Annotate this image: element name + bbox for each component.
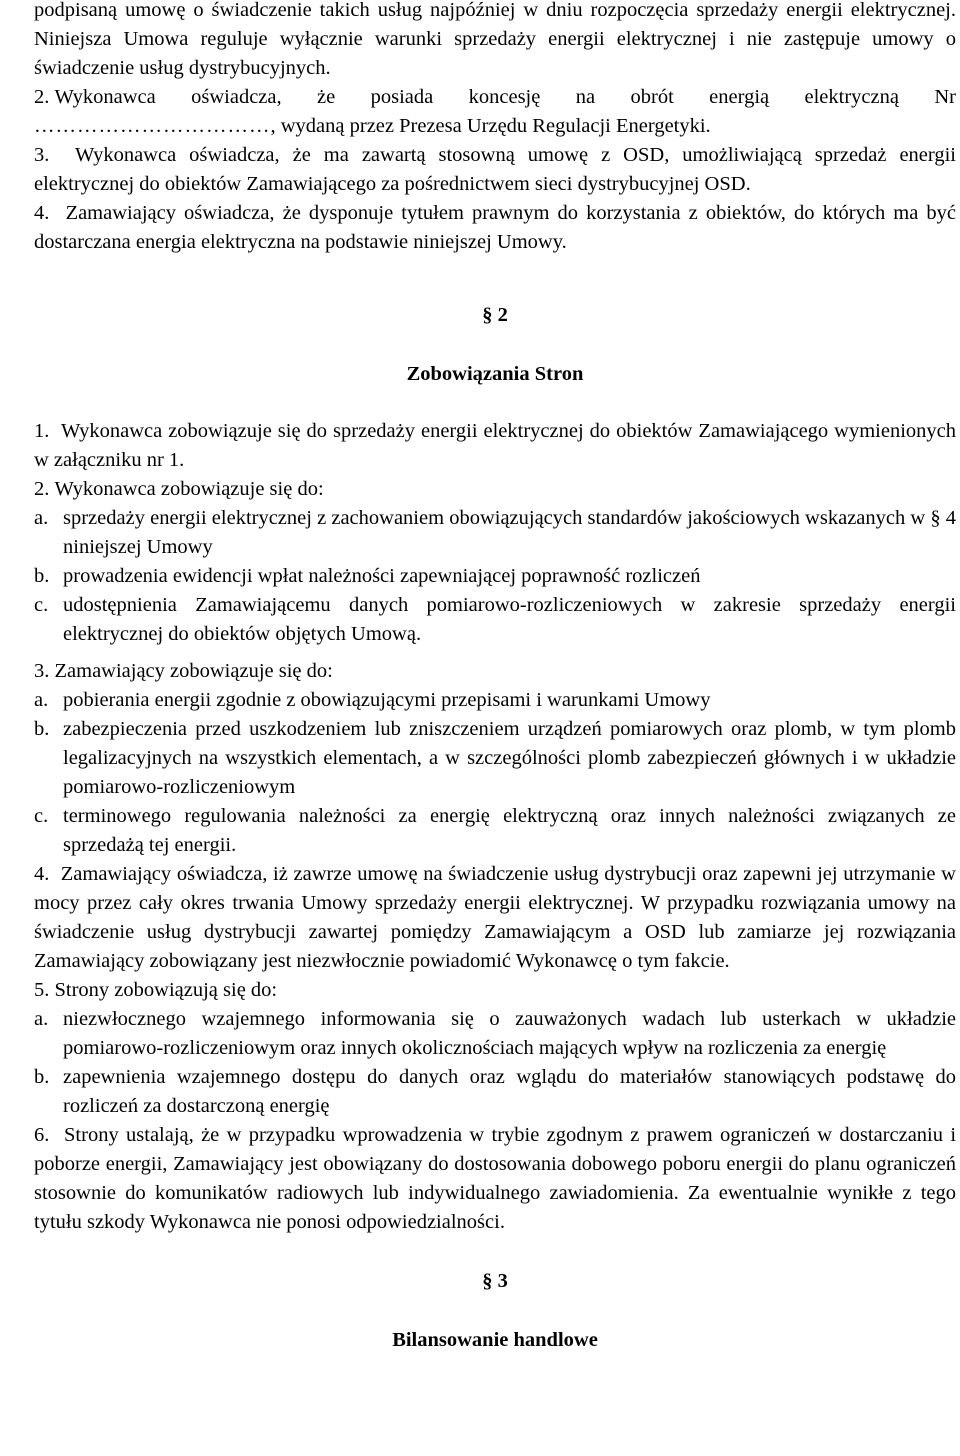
clause-number: 4. bbox=[34, 202, 58, 224]
clause-2 bbox=[34, 83, 956, 112]
s2-item-3-sub-b bbox=[34, 715, 956, 802]
section-sign-2: § 2 bbox=[482, 304, 508, 326]
item-number: 2. bbox=[34, 478, 55, 500]
s2-item-5-sub-b bbox=[34, 1063, 956, 1121]
s2-item-5-sub-a bbox=[34, 1005, 956, 1063]
s2-item-3-sub-a bbox=[34, 686, 956, 715]
sub-letter: a. bbox=[34, 1008, 49, 1030]
item-text: Strony zobowiązują się do: bbox=[54, 979, 278, 1001]
clause-3 bbox=[34, 141, 956, 199]
item-text: Wykonawca zobowiązuje się do: bbox=[54, 478, 324, 500]
clause-text-a: Wykonawca oświadcza, że posiada koncesję na obrót energią elektryczną Nr bbox=[54, 86, 956, 108]
s2-item-4 bbox=[34, 860, 956, 976]
item-text: Zamawiający oświadcza, że dysponuje tytułem prawnym do korzystania z obiektów, do których ma być dostarczana energia elektryczna na podstawie niniejszej Umowy. bbox=[34, 202, 957, 253]
item-number: 3. bbox=[34, 660, 55, 682]
sub-text: pobierania energii zgodnie z obowiązującymi przepisami i warunkami Umowy bbox=[63, 689, 711, 711]
sub-letter: b. bbox=[34, 1066, 50, 1088]
s2-item-3 bbox=[34, 657, 956, 686]
sub-text: udostępnienia Zamawiającemu danych pomiarowo-rozliczeniowych w zakresie sprzedaży energii elektrycznej do obiektów objętych Umową. bbox=[63, 594, 956, 645]
s2-item-2-sub-a bbox=[34, 504, 956, 562]
item-text: Wykonawca zobowiązuje się do sprzedaży energii elektrycznej do obiektów Zamawiającego wymienionych w załączniku nr 1. bbox=[34, 420, 957, 471]
sub-letter: c. bbox=[34, 805, 49, 827]
clause-number: 2. bbox=[34, 86, 55, 108]
clause-text-b: , wydaną przez Prezesa Urzędu Regulacji Energetyki. bbox=[270, 115, 711, 137]
s2-item-2 bbox=[34, 475, 956, 504]
item-number: 6. bbox=[34, 1124, 57, 1146]
sub-letter: c. bbox=[34, 594, 49, 616]
sub-letter: a. bbox=[34, 689, 49, 711]
sub-text: sprzedaży energii elektrycznej z zachowaniem obowiązujących standardów jakościowych wskazanych w § 4 niniejszej Umowy bbox=[63, 507, 956, 558]
item-text: Zamawiający oświadcza, iż zawrze umowę na świadczenie usług dystrybucji oraz zapewni jej utrzymanie w mocy przez cały okres trwania Umowy sprzedaży energii elektrycznej. W przypadku rozwiązania umowy na świadczenie usług dystrybucji zawartej pomiędzy Zamawiającym a OSD lub zamiarze jej rozwiązania Zamawiający zobowiązany jest niezwłocznie powiadomić Wykonawcę o tym fakcie. bbox=[34, 863, 956, 972]
intro-paragraph: podpisaną umowę o świadczenie takich usług najpóźniej w dniu rozpoczęcia sprzedaży energii elektrycznej. Niniejsza Umowa reguluje wyłącznie warunki sprzedaży energii elektrycznej i nie zastępuje umowy o świadczenie usług dystrybucyjnych. bbox=[34, 0, 956, 79]
item-number: 4. bbox=[34, 863, 56, 885]
sub-text: zabezpieczenia przed uszkodzeniem lub zniszczeniem urządzeń pomiarowych oraz plomb, w tym plomb legalizacyjnych na wszystkich elementach, a w szczególności plomb zabezpieczeń głównych i w układzie pomiarowo-rozliczeniowym bbox=[63, 718, 956, 798]
item-text: Zamawiający zobowiązuje się do: bbox=[54, 660, 333, 682]
section-title-2: Zobowiązania Stron bbox=[406, 363, 584, 385]
sub-letter: b. bbox=[34, 565, 50, 587]
clause-number: 3. bbox=[34, 144, 63, 166]
sub-text: niezwłocznego wzajemnego informowania się o zauważonych wadach lub usterkach w układzie pomiarowo-rozliczeniowym oraz innych okolicznościach mających wpływ na rozliczenia za energię bbox=[63, 1008, 956, 1059]
s2-item-5 bbox=[34, 976, 956, 1005]
item-number: 5. bbox=[34, 979, 55, 1001]
clause-text bbox=[55, 83, 957, 112]
sub-text: prowadzenia ewidencji wpłat należności zapewniającej poprawność rozliczeń bbox=[63, 565, 701, 587]
sub-text: terminowego regulowania należności za energię elektryczną oraz innych należności związanych ze sprzedażą tej energii. bbox=[63, 805, 956, 856]
section-title-3: Bilansowanie handlowe bbox=[392, 1329, 598, 1351]
item-text: Wykonawca oświadcza, że ma zawartą stosowną umowę z OSD, umożliwiającą sprzedaż energii elektrycznej do obiektów Zamawiającego za pośrednictwem sieci dystrybucyjnej OSD. bbox=[34, 144, 957, 195]
sub-text: zapewnienia wzajemnego dostępu do danych oraz wglądu do materiałów stanowiących podstawę do rozliczeń za dostarczoną energię bbox=[63, 1066, 956, 1117]
item-number: 1. bbox=[34, 420, 56, 442]
s2-item-2-sub-c bbox=[34, 591, 956, 649]
s2-item-6 bbox=[34, 1121, 956, 1237]
section-sign-3: § 3 bbox=[482, 1270, 508, 1292]
item-text: Strony ustalają, że w przypadku wprowadzenia w trybie zgodnym z prawem ograniczeń w dostarczaniu i poborze energii, Zamawiający jest obowiązany do dostosowania dobowego poboru energii do planu ograniczeń stosownie do komunikatów radiowych lub indywidualnego zawiadomienia. Za ewentualnie wynikłe z tego tytułu szkody Wykonawca nie ponosi odpowiedzialności. bbox=[34, 1124, 957, 1233]
s2-item-2-sub-b bbox=[34, 562, 956, 591]
s2-item-3-sub-c bbox=[34, 802, 956, 860]
blank-dots: …………………………… bbox=[34, 115, 271, 137]
sub-letter: b. bbox=[34, 718, 50, 740]
s2-item-1 bbox=[34, 417, 956, 475]
document-page bbox=[34, 0, 956, 1355]
sub-letter: a. bbox=[34, 507, 49, 529]
clause-4 bbox=[34, 199, 956, 257]
clause-2-continued bbox=[34, 112, 956, 141]
